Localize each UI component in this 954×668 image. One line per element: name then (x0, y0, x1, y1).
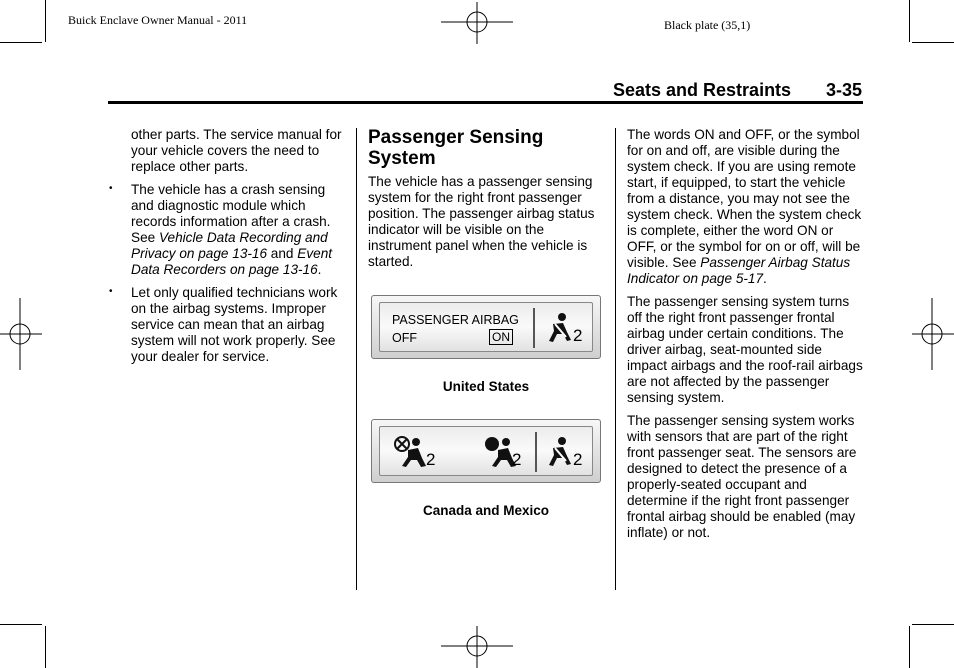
indicator-display (379, 302, 593, 352)
cross-reference: Vehicle Data Recording and Privacy on page 13-16 (131, 230, 328, 261)
paragraph (627, 127, 863, 287)
seatbelt-icon (545, 312, 573, 344)
figure-caption: Canada and Mexico (422, 503, 550, 518)
bullet-dot: • (109, 286, 113, 297)
on-label: ON (489, 329, 513, 345)
intro-paragraph: The vehicle has a passenger sensing system for the right front passenger position. The passenger airbag status indicator will be visible on the instrument panel when the vehicle is started. (368, 174, 595, 269)
crop-mark (45, 0, 46, 42)
header-rule (108, 101, 863, 104)
indicator-label: PASSENGER AIRBAG (392, 313, 519, 327)
crop-mark (909, 626, 910, 668)
cross-reference: Passenger Airbag Status Indicator on page 5-17 (627, 255, 851, 286)
manual-title: Buick Enclave Owner Manual - 2011 (68, 13, 248, 27)
column-3 (627, 127, 863, 541)
bullet-text: and (267, 246, 298, 261)
column-2 (368, 127, 604, 270)
bullet-text: The vehicle has a crash sensing and diagnostic module which records information after a crash. See (131, 182, 331, 245)
crop-mark (0, 42, 42, 43)
paragraph-text: . (763, 271, 767, 286)
list-item (109, 285, 345, 365)
column-divider (615, 128, 616, 590)
continued-text: other parts. The service manual for your vehicle covers the need to replace other parts. (131, 127, 342, 174)
column-1 (109, 127, 345, 365)
seat-number: 2 (512, 450, 522, 469)
paragraph: The passenger sensing system works with sensors that are part of the right front passenger seat. The sensors are designed to detect the presence of a properly-seated occupant and determine if the right front passenger frontal airbag should be enabled (may inflate) or not. (627, 413, 857, 540)
bullet-text: . (317, 262, 322, 277)
off-label: OFF (392, 331, 417, 345)
crop-mark (45, 626, 46, 668)
registration-mark-icon (0, 298, 42, 370)
seat-number: 2 (573, 450, 583, 469)
cross-reference: Event Data Recorders on page 13-16 (131, 246, 333, 277)
divider (533, 308, 535, 348)
divider (535, 432, 537, 472)
paragraph-text: The words ON and OFF, or the symbol for on and off, are visible during the system check. If you are using remote start, if equipped, to start the vehicle from a distance, you may not see the system check. When the system check is complete, either the word ON or OFF, or the symbol for on or off, will be visible. See (627, 127, 862, 270)
us-status-indicator (371, 295, 601, 359)
crop-mark (912, 624, 954, 625)
section-title: Seats and Restraints (613, 80, 792, 100)
column-divider (356, 128, 357, 590)
plate-label: Black plate (35,1) (664, 18, 751, 32)
bullet-dot: • (109, 183, 113, 194)
indicator-display (379, 426, 593, 476)
registration-mark-icon (441, 626, 513, 668)
crop-mark (0, 624, 42, 625)
canada-status-indicator (371, 419, 601, 483)
registration-mark-icon (441, 2, 513, 44)
bullet-text: Let only qualified technicians work on the airbag systems. Improper service can mean that an airbag system will not work properly. See your dealer for service. (131, 285, 338, 364)
registration-mark-icon (912, 298, 954, 370)
figure-caption: United States (442, 379, 530, 394)
airbag-off-icon (394, 436, 428, 468)
list-item (109, 182, 345, 278)
seatbelt-icon (545, 436, 573, 468)
seat-number: 2 (426, 450, 436, 469)
page-number: 3-35 (826, 80, 863, 100)
paragraph: The passenger sensing system turns off the right front passenger frontal airbag under certain conditions. The driver airbag, seat-mounted side impact airbags and the roof-rail airbags are not affected by the passenger sensing system. (627, 294, 863, 405)
seat-number: 2 (573, 326, 583, 345)
section-heading: Passenger Sensing System (368, 127, 544, 169)
crop-mark (912, 42, 954, 43)
crop-mark (909, 0, 910, 42)
